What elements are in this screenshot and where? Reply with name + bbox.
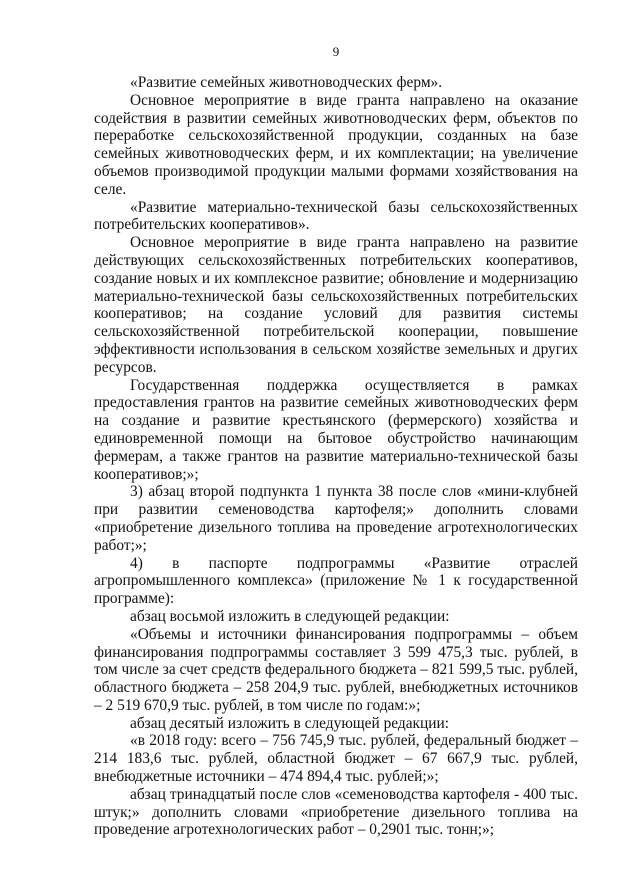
- paragraph-item-3: 3) абзац второй подпункта 1 пункта 38 после слов «мини-клубней при развитии семеноводства картофеля;» дополнить словами «приобретение дизельного топлива на проведение агротехнологических работ;»;: [94, 483, 578, 554]
- paragraph-abzac-13: абзац тринадцатый после слов «семеноводства картофеля - 400 тыс. штук;» дополнить словами «приобретение дизельного топлива на проведение агротехнологических работ – 0,2901 тыс. тонн;»;: [94, 785, 578, 839]
- paragraph-family-farms-grant: Основное мероприятие в виде гранта направлено на оказание содействия в развитии семейных животноводческих ферм, объектов по переработке сельскохозяйственной продукции, созданных на базе семейных животноводческих ферм, и их комплектации; на увеличение объемов производимой продукции малыми формами хозяйствования на селе.: [94, 91, 578, 198]
- paragraph-financing-volumes: «Объемы и источники финансирования подпрограммы – объем финансирования подпрограммы составляет 3 599 475,3 тыс. рублей, в том числе за счет средств федерального бюджета – 821 599,5 тыс. рублей, областного бюджета – 258 204,9 тыс. рублей, внебюджетных источников – 2 519 670,9 тыс. рублей, в том числе по годам:»;: [94, 625, 578, 714]
- paragraph-cooperatives-grant: Основное мероприятие в виде гранта направлено на развитие действующих сельскохозяйственных потребительских кооперативов, создание новых и их комплексное развитие; обновление и модернизацию материально-технической базы сельскохозяйственных потребительских кооперативов; на создание условий для развития системы сельскохозяйственной потребительской кооперации, повышение эффективности использования в сельском хозяйстве земельных и других ресурсов.: [94, 234, 578, 376]
- section-heading-cooperatives: «Развитие материально-технической базы сельскохозяйственных потребительских кооперативов».: [94, 198, 578, 234]
- paragraph-state-support: Государственная поддержка осуществляется в рамках предоставления грантов на развитие семейных животноводческих ферм на создание и развитие крестьянского (фермерского) хозяйства и единовременной помощи на бытовое обустройство начинающим фермерам, а также грантов на развитие материально-технической базы кооперативов;»;: [94, 376, 578, 483]
- section-heading-family-farms: «Развитие семейных животноводческих ферм».: [130, 74, 443, 91]
- page-number: 9: [332, 44, 340, 59]
- paragraph-2018-financing: «в 2018 году: всего – 756 745,9 тыс. рублей, федеральный бюджет – 214 183,6 тыс. рублей, областной бюджет – 67 667,9 тыс. рублей, внебюджетные источники – 474 894,4 тыс. рублей;»;: [94, 732, 578, 786]
- paragraph-abzac-10-intro: абзац десятый изложить в следующей редакции:: [130, 714, 450, 732]
- paragraph-abzac-8-intro: абзац восьмой изложить в следующей редакции:: [130, 607, 450, 625]
- paragraph-item-4: 4) в паспорте подпрограммы «Развитие отраслей агропромышленного комплекса» (приложение № 1 к государственной программе):: [94, 554, 578, 608]
